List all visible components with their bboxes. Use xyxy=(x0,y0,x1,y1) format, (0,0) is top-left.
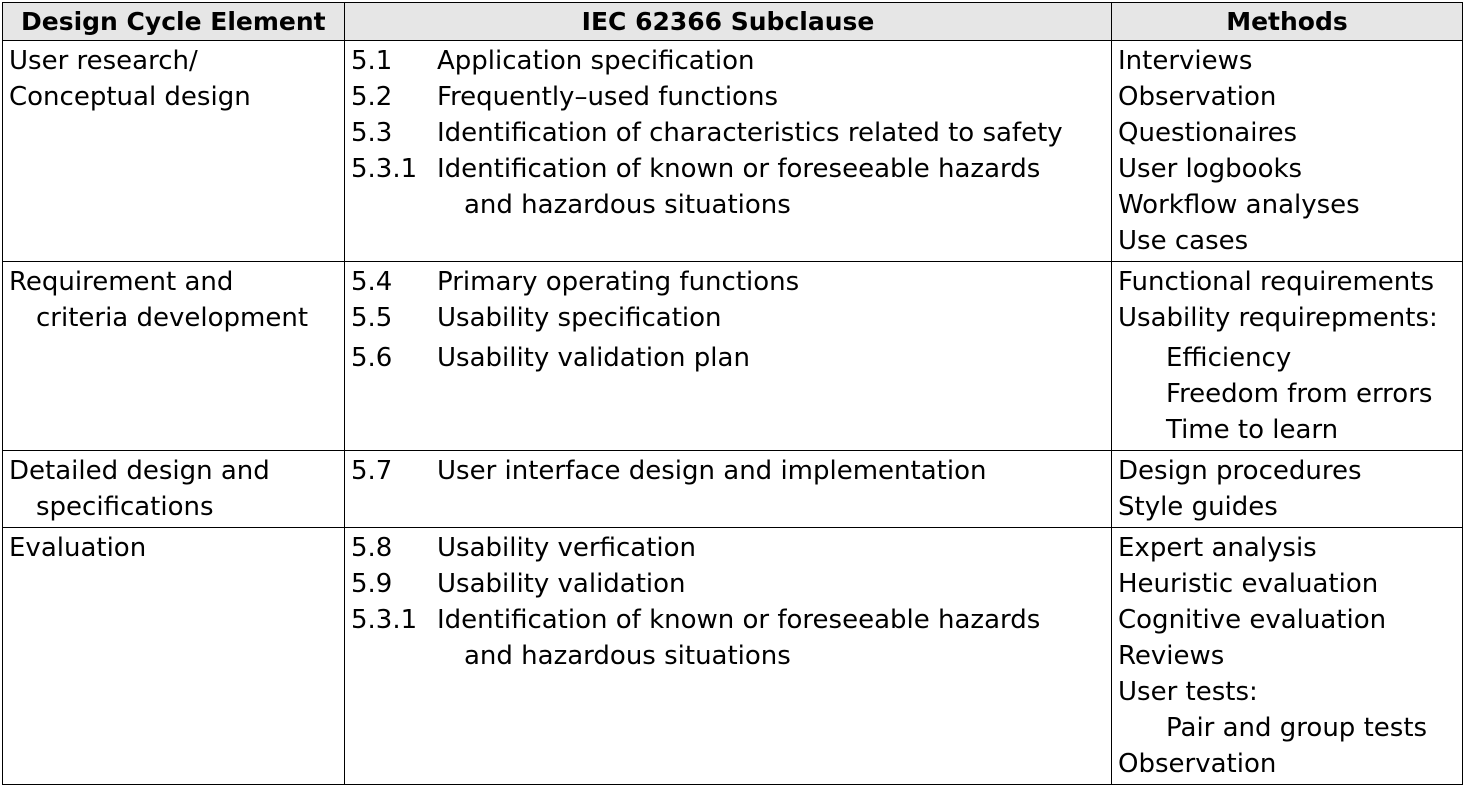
method-item: User logbooks xyxy=(1118,154,1303,184)
design-cycle-text: Evaluation xyxy=(9,533,147,563)
subclause-entry xyxy=(351,79,1111,115)
design-cycle-text: User research/ xyxy=(9,46,198,76)
subclause-title-continuation: and hazardous situations xyxy=(464,641,791,671)
design-cycle-text: Detailed design and xyxy=(9,456,270,486)
method-item: Style guides xyxy=(1118,492,1278,522)
method-item: Observation xyxy=(1118,749,1277,779)
subclause-number: 5.8 xyxy=(351,533,393,563)
method-item: Use cases xyxy=(1118,226,1249,256)
design-cycle-text: criteria development xyxy=(36,303,309,333)
method-subitem: Freedom from errors xyxy=(1166,379,1433,409)
subclause-entry xyxy=(351,566,1111,602)
subclause-title: Application specification xyxy=(437,46,755,76)
table-row xyxy=(3,451,1463,528)
subclause-entry xyxy=(351,264,1111,300)
subclause-number: 5.3 xyxy=(351,118,393,148)
subclause-number: 5.4 xyxy=(351,267,393,297)
method-item: Questionaires xyxy=(1118,118,1298,148)
subclause-entry xyxy=(351,340,1111,376)
subclause-title: Identification of characteristics related to safety xyxy=(437,118,1063,148)
design-cycle-cell xyxy=(3,528,345,785)
method-item: Observation xyxy=(1118,82,1277,112)
subclause-entry xyxy=(351,151,1111,187)
subclause-number: 5.5 xyxy=(351,303,393,333)
method-item: Usability requirepments: xyxy=(1118,303,1438,333)
methods-cell xyxy=(1112,528,1463,785)
design-cycle-cell xyxy=(3,451,345,528)
subclause-title: Identification of known or foreseeable hazards xyxy=(437,154,1041,184)
subclause-entry xyxy=(351,530,1111,566)
subclause-entry xyxy=(351,453,1111,489)
method-subitem: Pair and group tests xyxy=(1166,713,1428,743)
design-cycle-text: Requirement and xyxy=(9,267,234,297)
header-row xyxy=(3,3,1463,41)
subclause-entry xyxy=(351,300,1111,336)
subclause-number: 5.3.1 xyxy=(351,605,418,635)
subclause-number: 5.1 xyxy=(351,46,393,76)
header-subclause: IEC 62366 Subclause xyxy=(345,3,1112,41)
method-subitem: Time to learn xyxy=(1166,415,1339,445)
design-cycle-cell xyxy=(3,262,345,451)
subclause-title: Identification of known or foreseeable hazards xyxy=(437,605,1041,635)
method-item: Expert analysis xyxy=(1118,533,1317,563)
subclause-cell xyxy=(345,451,1112,528)
subclause-number: 5.7 xyxy=(351,456,393,486)
method-item: Heuristic evaluation xyxy=(1118,569,1379,599)
method-item: User tests: xyxy=(1118,677,1258,707)
design-cycle-text: Conceptual design xyxy=(9,82,251,112)
subclause-title-continuation: and hazardous situations xyxy=(464,190,791,220)
method-item: Functional requirements xyxy=(1118,267,1434,297)
subclause-number: 5.6 xyxy=(351,343,393,373)
subclause-number: 5.9 xyxy=(351,569,393,599)
method-item: Design procedures xyxy=(1118,456,1362,486)
header-methods: Methods xyxy=(1112,3,1463,41)
table-row xyxy=(3,262,1463,451)
subclause-entry xyxy=(351,602,1111,638)
methods-cell xyxy=(1112,451,1463,528)
subclause-title: Usability specification xyxy=(437,303,722,333)
subclause-entry xyxy=(351,115,1111,151)
methods-cell xyxy=(1112,262,1463,451)
method-subitem: Efficiency xyxy=(1166,343,1292,373)
subclause-title: User interface design and implementation xyxy=(437,456,987,486)
subclause-title: Frequently–used functions xyxy=(437,82,778,112)
subclause-title: Primary operating functions xyxy=(437,267,800,297)
table-row xyxy=(3,41,1463,262)
subclause-cell xyxy=(345,262,1112,451)
subclause-number: 5.3.1 xyxy=(351,154,418,184)
method-item: Workflow analyses xyxy=(1118,190,1360,220)
subclause-number: 5.2 xyxy=(351,82,393,112)
table-row xyxy=(3,528,1463,785)
subclause-title: Usability verfication xyxy=(437,533,697,563)
method-item: Reviews xyxy=(1118,641,1225,671)
method-item: Interviews xyxy=(1118,46,1253,76)
methods-cell xyxy=(1112,41,1463,262)
design-cycle-text: specifications xyxy=(36,492,214,522)
subclause-entry xyxy=(351,43,1111,79)
design-cycle-table xyxy=(2,2,1463,785)
header-design-cycle: Design Cycle Element xyxy=(3,3,345,41)
subclause-cell xyxy=(345,528,1112,785)
method-item: Cognitive evaluation xyxy=(1118,605,1387,635)
subclause-title: Usability validation plan xyxy=(437,343,750,373)
design-cycle-cell xyxy=(3,41,345,262)
subclause-cell xyxy=(345,41,1112,262)
subclause-title: Usability validation xyxy=(437,569,686,599)
